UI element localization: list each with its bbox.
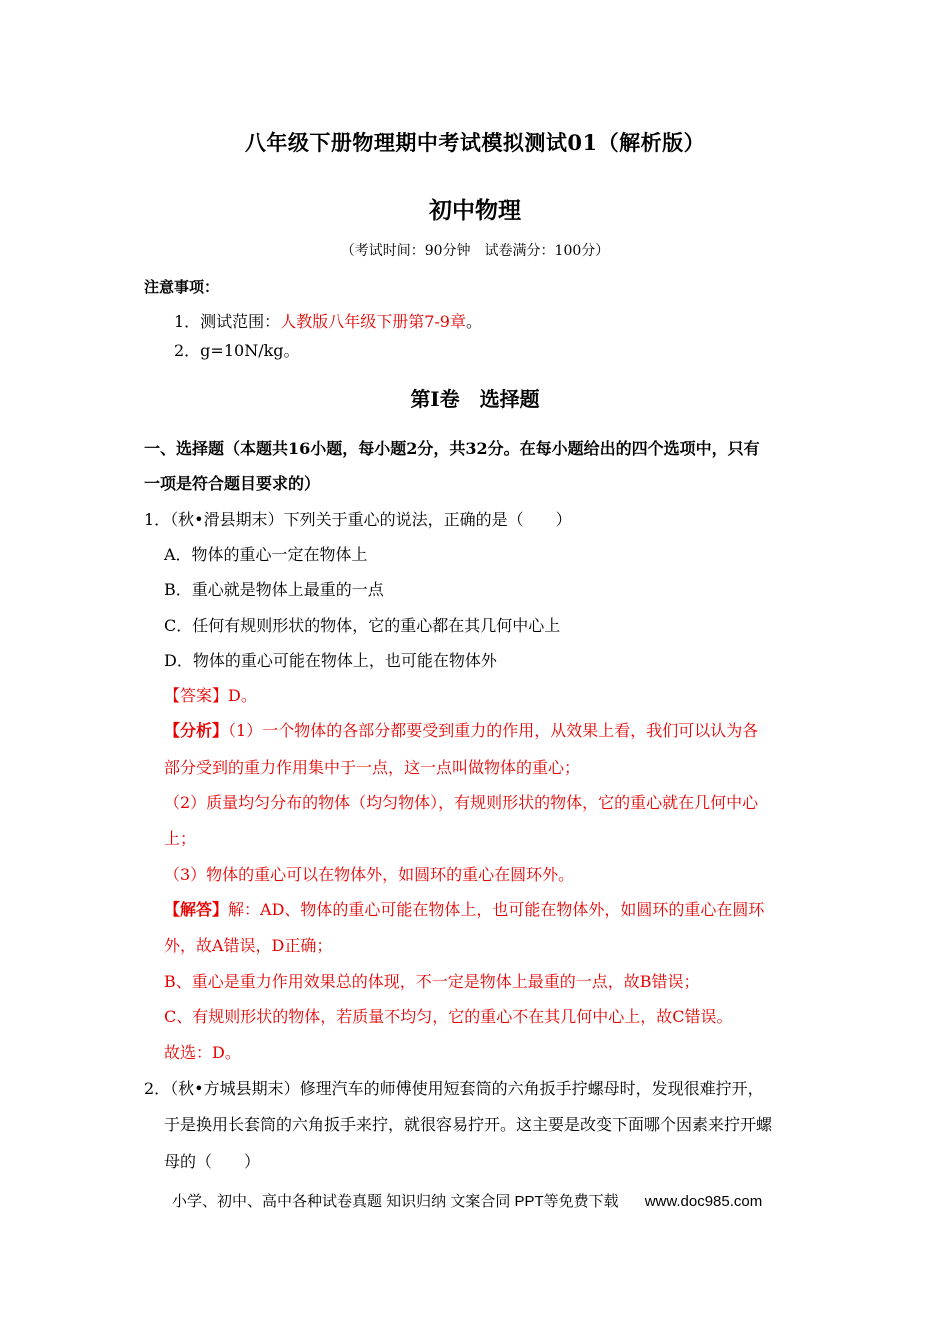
section-title: 第Ⅰ卷 选择题 xyxy=(410,387,540,411)
q1-option-b: B．重心就是物体上最重的一点 xyxy=(164,580,384,599)
q2-stem-line-2: 于是换用长套筒的六角扳手来拧，就很容易拧开。这主要是改变下面哪个因素来拧开螺 xyxy=(164,1115,773,1134)
q1-analysis-line-2: 部分受到的重力作用集中于一点，这一点叫做物体的重心； xyxy=(164,758,581,777)
q1-option-a: A．物体的重心一定在物体上 xyxy=(164,545,368,564)
q1-solution-line-3: B、重心是重力作用效果总的体现，不一定是物体上最重的一点，故B错误； xyxy=(164,972,700,991)
section-instruction-line-1: 一、选择题（本题共16小题，每小题2分，共32分。在每小题给出的四个选项中，只有 xyxy=(144,439,760,458)
q1-solution-line-2: 外，故A错误，D正确； xyxy=(164,936,333,955)
footer-text: 小学、初中、高中各种试卷真题 知识归纳 文案合同 PPT等免费下载 xyxy=(172,1193,619,1210)
exam-info: （考试时间：90分钟 试卷满分：100分） xyxy=(340,243,610,259)
notice-item-1-suffix: 。 xyxy=(465,312,482,331)
document-subtitle: 初中物理 xyxy=(429,197,521,224)
q1-analysis-line-4: 上； xyxy=(164,829,197,848)
q1-analysis-line-1 xyxy=(164,718,758,741)
footer-site-link[interactable]: www.doc985.com xyxy=(644,1193,763,1210)
q1-stem: 1．（秋•滑县期末）下列关于重心的说法，正确的是（ ） xyxy=(144,510,572,529)
q2-stem-line-3: 母的（ ） xyxy=(164,1152,261,1171)
q1-option-c: C．任何有规则形状的物体，它的重心都在其几何中心上 xyxy=(164,616,561,635)
q1-solution-line-4: C、有规则形状的物体，若质量不均匀，它的重心不在其几何中心上，故C错误。 xyxy=(164,1007,733,1026)
q1-analysis-line-3: （2）质量均匀分布的物体（均匀物体），有规则形状的物体，它的重心就在几何中心 xyxy=(164,793,759,812)
q1-solution-line-1 xyxy=(164,897,764,920)
q2-stem-line-1: 2．（秋•方城县期末）修理汽车的师傅使用短套筒的六角扳手拧螺母时，发现很难拧开， xyxy=(144,1079,764,1098)
page-footer xyxy=(172,1190,762,1211)
q1-solution-text-1: 解：AD、物体的重心可能在物体上，也可能在物体外，如圆环的重心在圆环 xyxy=(228,900,765,919)
notice-item-1-highlight: 人教版八年级下册第7-9章 xyxy=(280,312,466,331)
q1-choose: 故选：D。 xyxy=(164,1043,241,1062)
notice-item-1-prefix: 1．测试范围： xyxy=(174,312,281,331)
q1-analysis-line-5: （3）物体的重心可以在物体外，如圆环的重心在圆环外。 xyxy=(164,865,575,884)
q1-option-d: D．物体的重心可能在物体上，也可能在物体外 xyxy=(164,651,497,670)
document-title: 八年级下册物理期中考试模拟测试01（解析版） xyxy=(244,130,706,155)
q1-answer: 【答案】D。 xyxy=(164,686,257,705)
notice-item-2: 2．g=10N/kg。 xyxy=(174,341,300,360)
notice-heading: 注意事项： xyxy=(144,278,220,296)
section-instruction-line-2: 一项是符合题目要求的） xyxy=(144,474,321,493)
q1-solution-label: 【解答】 xyxy=(164,900,229,919)
q1-analysis-label: 【分析】 xyxy=(164,721,229,740)
q1-analysis-text-1: （1）一个物体的各部分都要受到重力的作用，从效果上看，我们可以认为各 xyxy=(228,721,759,740)
notice-item-1 xyxy=(174,309,482,332)
